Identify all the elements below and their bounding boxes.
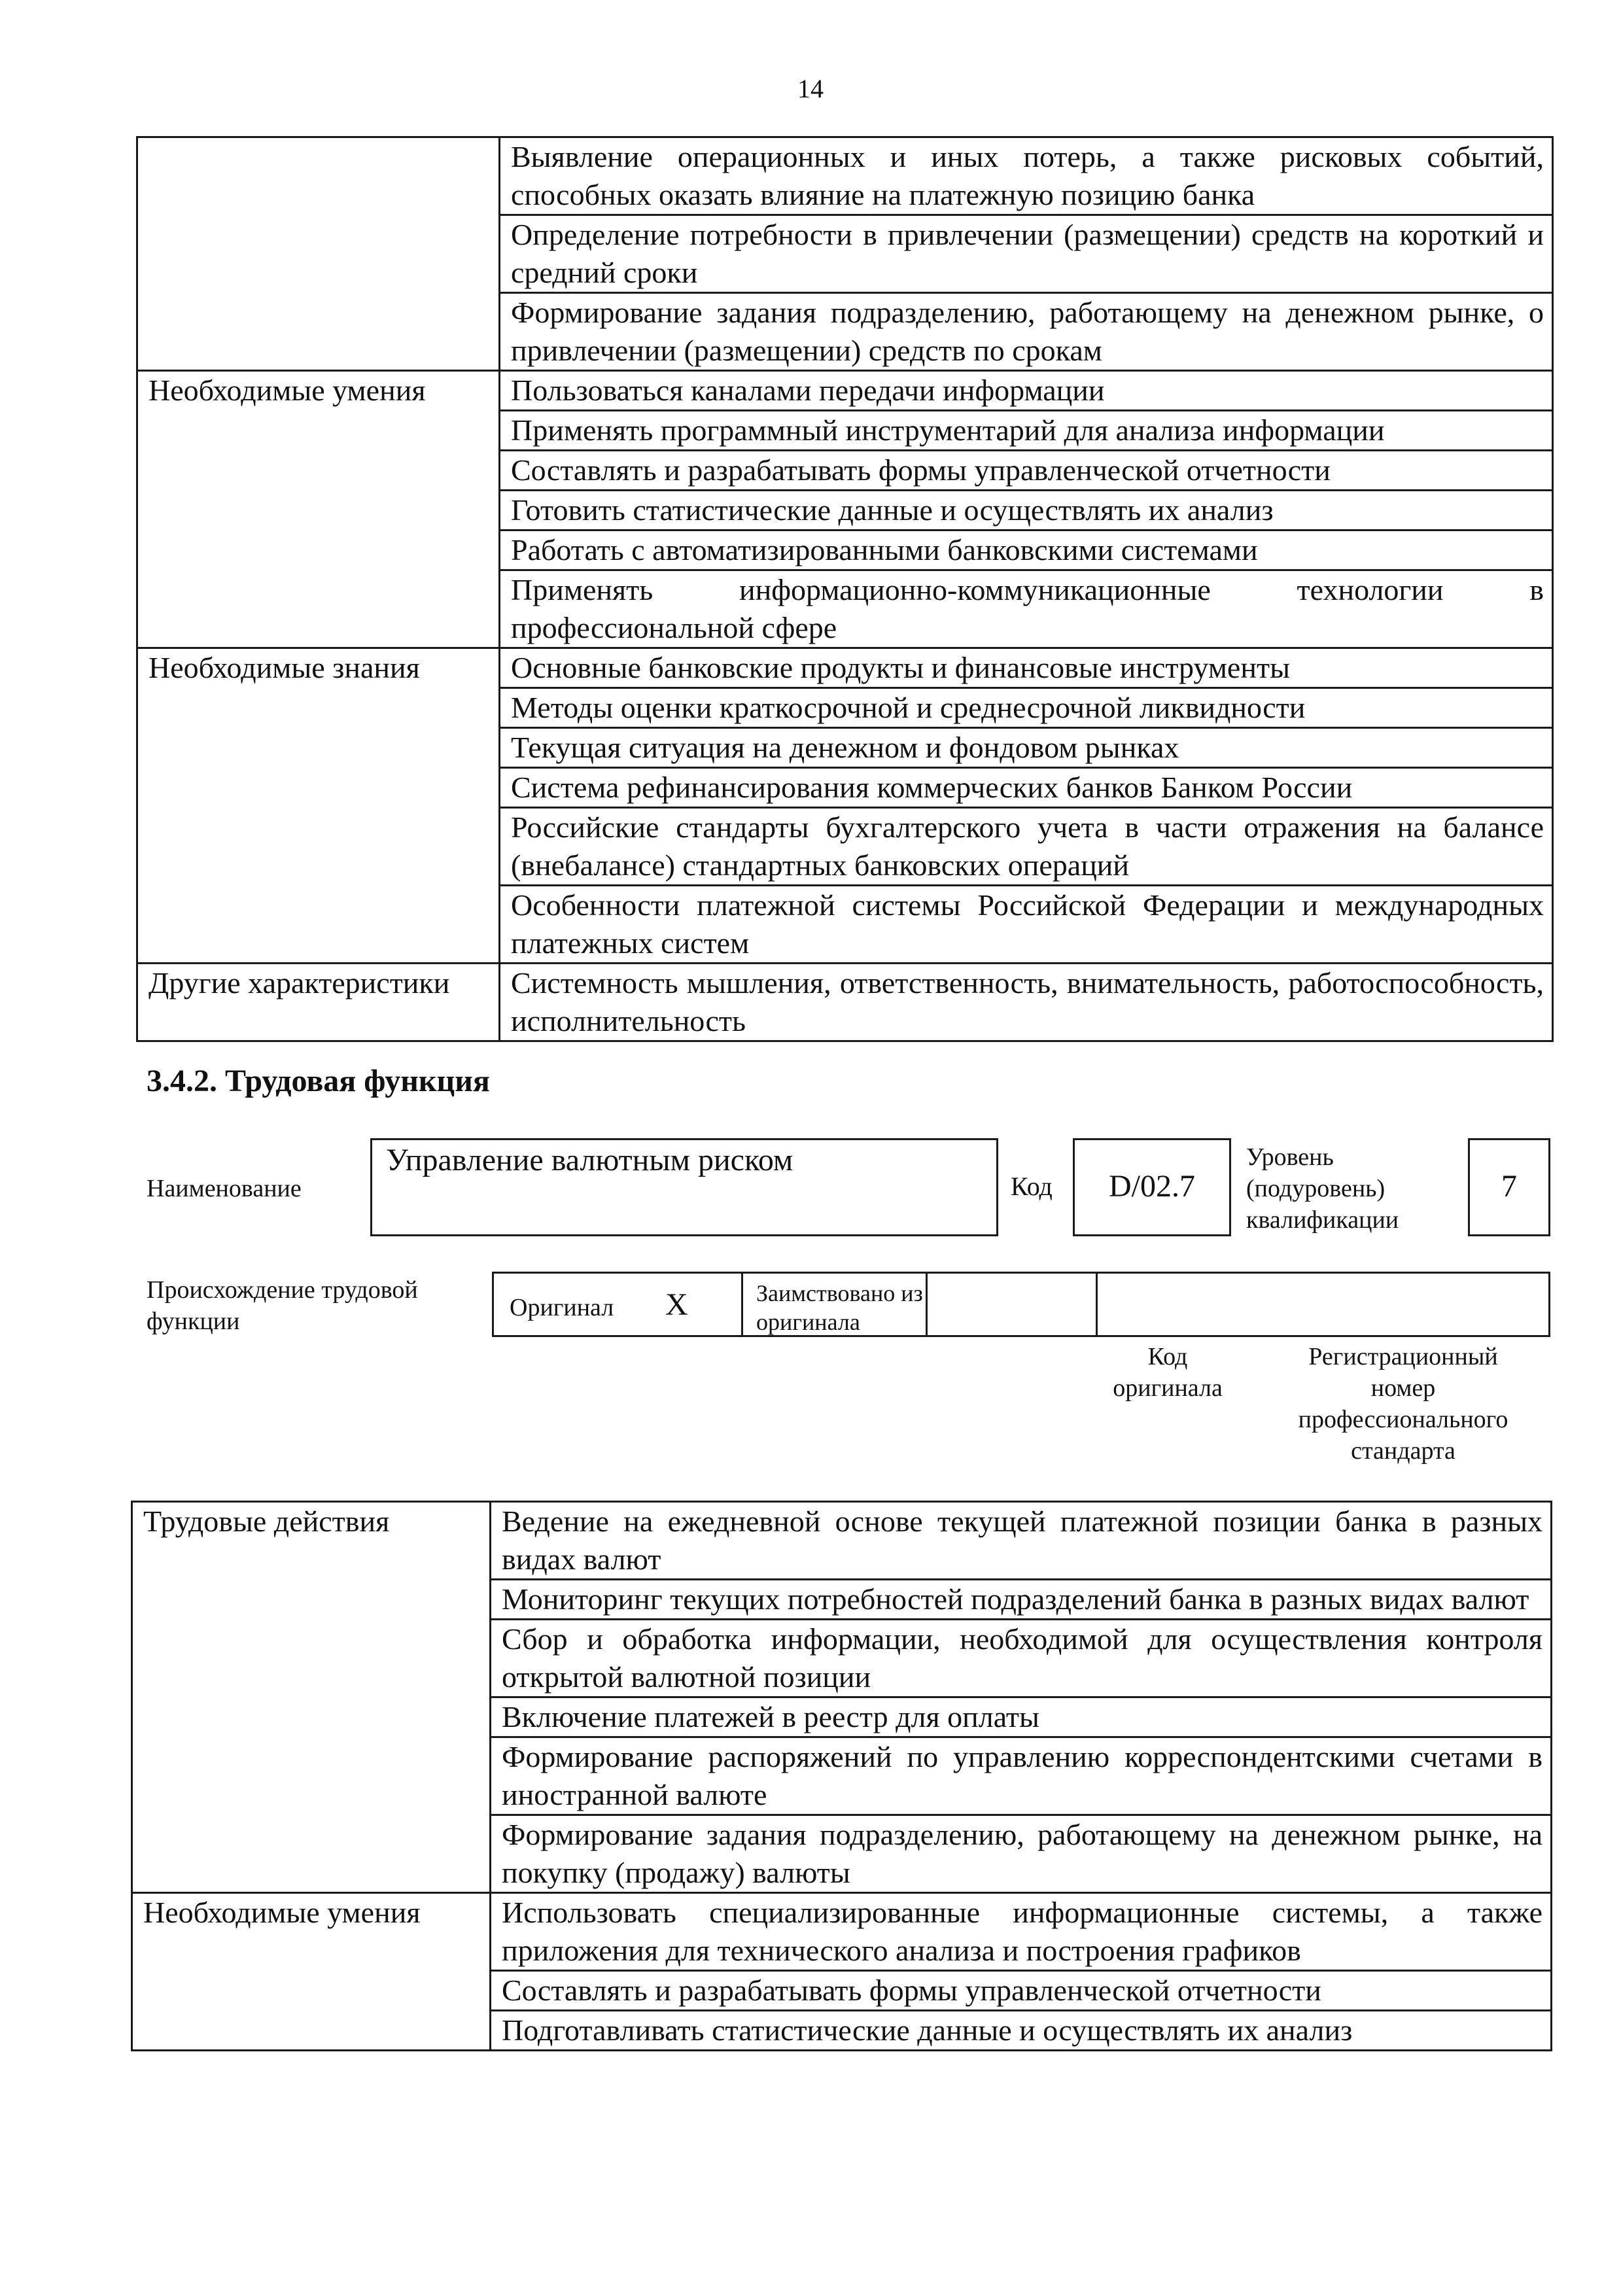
caption-code-line1: Код <box>1147 1343 1188 1370</box>
caption-reg-line4: стандарта <box>1351 1437 1455 1465</box>
level-value: 7 <box>1501 1169 1517 1204</box>
table-row <box>132 1502 1552 1580</box>
table-row <box>137 371 1553 411</box>
code-value: D/02.7 <box>1109 1169 1195 1204</box>
section-item: Составлять и разрабатывать формы управленческой отчетности <box>500 451 1553 491</box>
table2-body <box>132 1502 1552 2051</box>
level-label-line2: (подуровень) <box>1246 1175 1386 1202</box>
section-item: Ведение на ежедневной основе текущей платежной позиции банка в разных видах валют <box>491 1502 1552 1580</box>
section-item: Особенности платежной системы Российской Федерации и международных платежных систем <box>500 886 1553 964</box>
caption-code-line2: оригинала <box>1113 1374 1223 1402</box>
origin-table <box>492 1272 1550 1337</box>
section-item: Основные банковские продукты и финансовые инструменты <box>500 648 1553 688</box>
borrowed-line2: оригинала <box>756 1309 860 1335</box>
section-item: Сбор и обработка информации, необходимой для осуществления контроля открытой валютной позиции <box>491 1620 1552 1697</box>
name-label: Наименование <box>147 1175 302 1202</box>
section-label: Необходимые умения <box>137 371 500 648</box>
section-item: Применять информационно-коммуникационные технологии в профессиональной сфере <box>500 570 1553 648</box>
section-label: Другие характеристики <box>137 964 500 1041</box>
original-code-cell <box>926 1274 1096 1335</box>
section-item: Система рефинансирования коммерческих банков Банком России <box>500 768 1553 808</box>
section-item: Формирование распоряжений по управлению корреспондентскими счетами в иностранной валюте <box>491 1737 1552 1815</box>
registration-number-cell <box>1096 1274 1552 1335</box>
section-item: Текущая ситуация на денежном и фондовом рынках <box>500 728 1553 768</box>
section-item: Мониторинг текущих потребностей подразделений банка в разных видах валют <box>491 1580 1552 1620</box>
code-label: Код <box>1011 1172 1053 1201</box>
table-row <box>137 137 1553 215</box>
section-item: Системность мышления, ответственность, внимательность, работоспособность, исполнительность <box>500 964 1553 1041</box>
section-label: Необходимые знания <box>137 648 500 964</box>
origin-label <box>147 1274 418 1337</box>
section-item: Работать с автоматизированными банковскими системами <box>500 531 1553 570</box>
table-row <box>132 1893 1552 1971</box>
registration-number-caption <box>1256 1341 1550 1467</box>
qualification-level-label <box>1246 1141 1399 1236</box>
original-code-caption <box>1089 1341 1246 1404</box>
section-label <box>137 137 500 371</box>
level-label-line3: квалификации <box>1246 1206 1399 1234</box>
section-heading: 3.4.2. Трудовая функция <box>147 1064 490 1098</box>
section-item: Включение платежей в реестр для оплаты <box>491 1697 1552 1737</box>
caption-reg-line1: Регистрационный <box>1308 1343 1498 1370</box>
section-item: Пользоваться каналами передачи информации <box>500 371 1553 411</box>
section-item: Формирование задания подразделению, работающему на денежном рынке, о привлечении (размещении) средств по срокам <box>500 293 1553 371</box>
section-item: Выявление операционных и иных потерь, а также рисковых событий, способных оказать влияние на платежную позицию банка <box>500 137 1553 215</box>
labor-function-table <box>131 1501 1552 2051</box>
original-cell <box>494 1274 741 1335</box>
section-item: Составлять и разрабатывать формы управленческой отчетности <box>491 1971 1552 2011</box>
table-row <box>137 648 1553 688</box>
borrowed-line1: Заимствовано из <box>756 1280 923 1306</box>
section-label: Трудовые действия <box>132 1502 491 1893</box>
section-label: Необходимые умения <box>132 1893 491 2051</box>
section-item: Подготавливать статистические данные и осуществлять их анализ <box>491 2011 1552 2051</box>
borrowed-cell <box>741 1274 926 1335</box>
level-label-line1: Уровень <box>1246 1143 1334 1171</box>
table1-body <box>137 137 1553 1041</box>
original-label: Оригинал <box>510 1294 614 1321</box>
section-item: Использовать специализированные информационные системы, а также приложения для технического анализа и построения графиков <box>491 1893 1552 1971</box>
origin-label-line2: функции <box>147 1308 240 1335</box>
origin-label-line1: Происхождение трудовой <box>147 1276 418 1304</box>
section-item: Формирование задания подразделению, работающему на денежном рынке, на покупку (продажу) валюты <box>491 1815 1552 1893</box>
section-item: Российские стандарты бухгалтерского учета в части отражения на балансе (внебалансе) стандартных банковских операций <box>500 808 1553 886</box>
original-mark: X <box>665 1287 688 1322</box>
borrowed-label <box>756 1279 923 1336</box>
labor-function-table-continued <box>136 136 1554 1042</box>
section-item: Определение потребности в привлечении (размещении) средств на короткий и средний сроки <box>500 215 1553 293</box>
name-value: Управление валютным риском <box>386 1143 793 1177</box>
page-number: 14 <box>797 74 824 103</box>
section-item: Готовить статистические данные и осуществлять их анализ <box>500 491 1553 531</box>
caption-reg-line2: номер <box>1370 1374 1436 1402</box>
caption-reg-line3: профессионального <box>1298 1406 1508 1433</box>
table-row <box>137 964 1553 1041</box>
section-item: Применять программный инструментарий для анализа информации <box>500 411 1553 451</box>
section-item: Методы оценки краткосрочной и среднесрочной ликвидности <box>500 688 1553 728</box>
